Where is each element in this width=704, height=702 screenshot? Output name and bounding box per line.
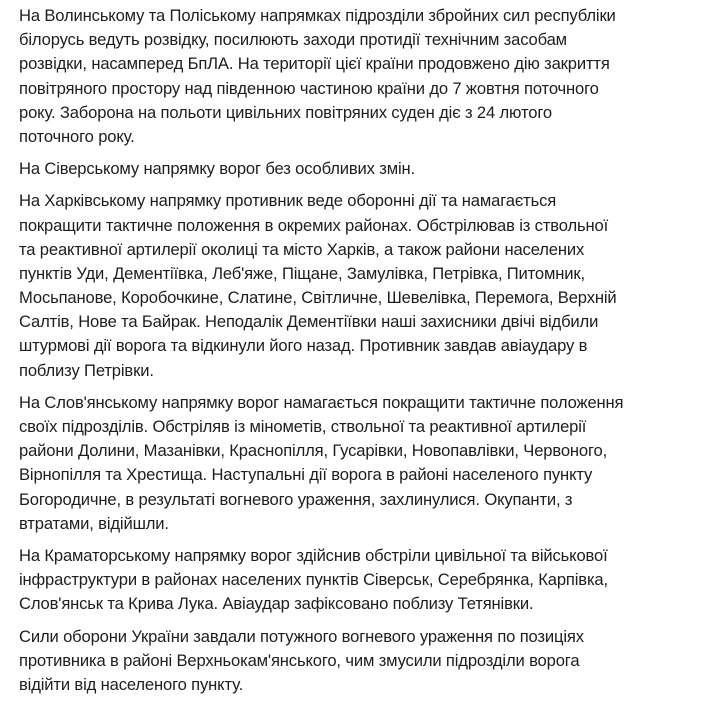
text-line: розвідки, насамперед БпЛА. На території цієї країни продовжено дію закриття <box>19 54 610 74</box>
text-line: Мосьпанове, Коробочкине, Слатине, Світличне, Шевелівка, Перемога, Верхній <box>19 288 617 308</box>
text-line: поблизу Петрівки. <box>19 360 154 380</box>
text-line: покращити тактичне положення в окремих районах. Обстрілював із ствольної <box>19 215 609 235</box>
text-line: Сили оборони України завдали потужного вогневого ураження по позиціях <box>19 626 584 646</box>
text-line: На Краматорському напрямку ворог здійснив обстріли цивільної та військової <box>19 545 608 565</box>
paragraph <box>19 4 704 149</box>
text-line: Вірнопілля та Хрестища. Наступальні дії ворога в районі населеного пункту <box>19 465 593 485</box>
paragraph <box>19 544 704 617</box>
text-line: райони Долини, Мазанівки, Краснопілля, Гусарівки, Новопавлівки, Червоного, <box>19 441 608 461</box>
text-line: інфраструктури в районах населених пунктів Сіверськ, Серебрянка, Карпівка, <box>19 570 608 590</box>
paragraph <box>19 625 704 698</box>
text-line: На Харківському напрямку противник веде оборонні дії та намагається <box>19 191 557 211</box>
text-line: штурмові дії ворога та відкинули його назад. Противник завдав авіаудару в <box>19 336 588 356</box>
text-line: втратами, відійшли. <box>19 513 169 533</box>
text-line: поточного року. <box>19 126 135 146</box>
text-line: Салтів, Нове та Байрак. Неподалік Дементіївки наші захисники двічі відбили <box>19 312 599 332</box>
text-line: та реактивної артилерії околиці та місто Харків, а також райони населених <box>19 239 585 259</box>
text-line: своїх підрозділів. Обстріляв із мінометів, ствольної та реактивної артилерії <box>19 417 587 436</box>
text-line: противника в районі Верхньокам'янського, чим змусили підрозділи ворога <box>19 650 580 670</box>
text-line: Богородичне, в результаті вогневого ураження, захлинулися. Окупанти, з <box>19 489 573 509</box>
paragraph <box>19 189 704 383</box>
text-line: повітряного простору над південною частиною країни до 7 жовтня поточного <box>19 78 599 98</box>
text-line: року. Заборона на польоти цивільних повітряних суден діє з 24 лютого <box>19 102 552 122</box>
paragraph <box>19 391 704 536</box>
text-line: На Сіверському напрямку ворог без особливих змін. <box>19 159 416 179</box>
text-line: На Волинському та Поліському напрямках підрозділи збройних сил республіки <box>19 6 616 25</box>
text-line: пунктів Уди, Дементіївка, Леб'яже, Піщане, Замулівка, Петрівка, Питомник, <box>19 263 585 283</box>
text-line: Слов'янськ та Крива Лука. Авіаудар зафіксовано поблизу Тетянівки. <box>19 594 534 614</box>
text-line: відійти від населеного пункту. <box>19 674 244 694</box>
paragraph <box>19 157 704 181</box>
text-line: білорусь ведуть розвідку, посилюють заходи протидії технічним засобам <box>19 30 567 50</box>
text-line: На Слов'янському напрямку ворог намагається покращити тактичне положення <box>19 392 624 412</box>
